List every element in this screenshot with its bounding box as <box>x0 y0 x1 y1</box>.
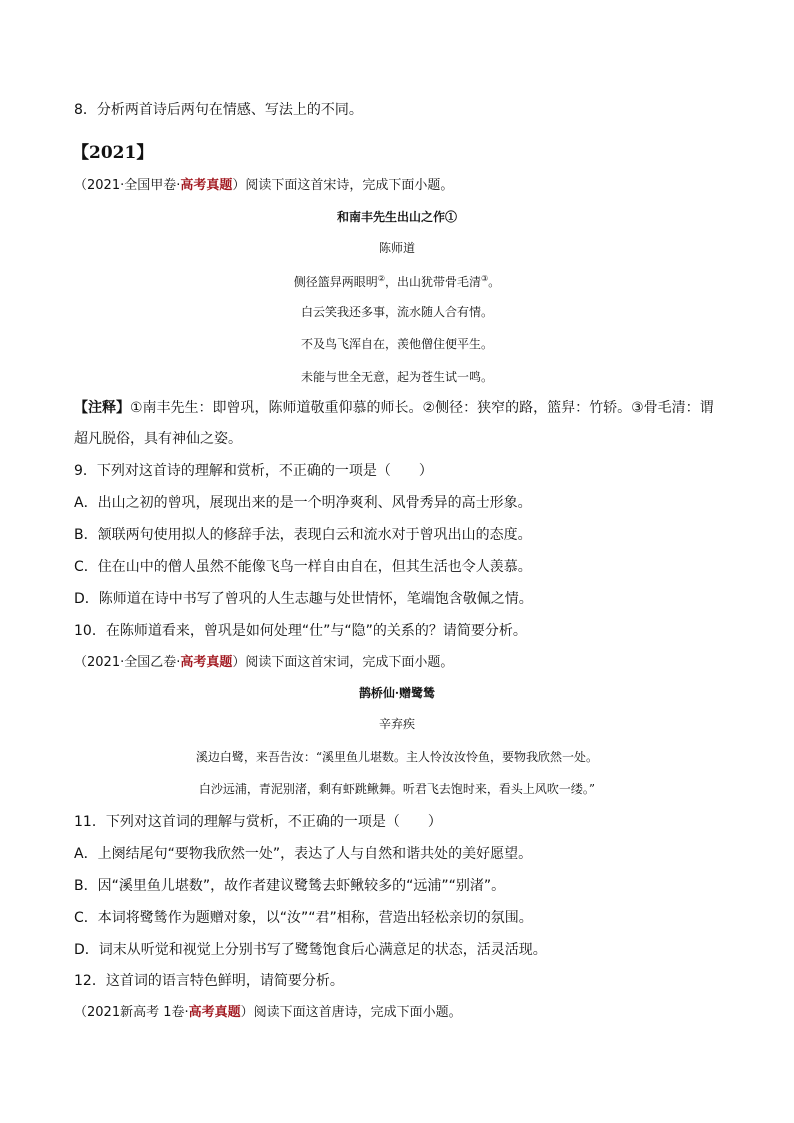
note-1 <box>74 398 714 418</box>
source-prefix: （2021·全国乙卷· <box>74 655 181 670</box>
source-tag: 高考真题 <box>180 655 233 670</box>
question-10: 10．在陈师道看来，曾巩是如何处理“仕”与“隐”的关系的？请简要分析。 <box>74 623 527 639</box>
source-prefix: （2021新高考 1卷· <box>74 1005 189 1020</box>
question-11-option-d: D．词末从听觉和视觉上分别书写了鹭鸶饱食后心满意足的状态，活灵活现。 <box>74 942 547 958</box>
source-tag: 高考真题 <box>188 1005 241 1020</box>
poem2-title: 鹊桥仙·赠鹭鸶 <box>358 686 436 700</box>
source-line-2 <box>74 653 453 673</box>
question-9-option-c: C．住在山中的僧人虽然不能像飞鸟一样自由自在，但其生活也令人羡慕。 <box>74 559 532 575</box>
poem1-title: 和南丰先生出山之作① <box>336 210 457 224</box>
question-11-option-b: B．因“溪里鱼儿堪数”，故作者建议鹭鸶去虾鳅较多的“远浦”“别渚”。 <box>74 878 506 894</box>
source-tag: 高考真题 <box>180 178 233 193</box>
poem2-author: 辛弃疾 <box>378 717 415 731</box>
question-9-stem: 9．下列对这首诗的理解和赏析，不正确的一项是（ ） <box>74 463 433 479</box>
question-12: 12．这首词的语言特色鲜明，请简要分析。 <box>74 973 344 989</box>
source-suffix: ）阅读下面这首唐诗，完成下面小题。 <box>240 1005 462 1020</box>
poem2-line-2: 白沙远浦，青泥别渚，剩有虾跳鳅舞。听君飞去饱时来，看头上风吹一缕。” <box>198 782 596 796</box>
source-line-3 <box>74 1003 462 1023</box>
poem1-line-1-part-a: 侧径篮舁两眼明 <box>293 275 378 289</box>
source-suffix: ）阅读下面这首宋词，完成下面小题。 <box>232 655 454 670</box>
footnote-mark-2: ② <box>377 274 385 283</box>
source-line-1 <box>74 176 453 196</box>
note-text-2: 超凡脱俗，具有神仙之姿。 <box>74 431 242 447</box>
poem1-line-3: 不及鸟飞浑自在，羡他僧住便平生。 <box>300 337 493 351</box>
question-9-option-d: D．陈师道在诗中书写了曾巩的人生志趣与处世情怀，笔端饱含敬佩之情。 <box>74 591 533 607</box>
poem1-line-2: 白云笑我还多事，流水随人合有情。 <box>300 305 493 319</box>
source-prefix: （2021·全国甲卷· <box>74 178 181 193</box>
source-suffix: ）阅读下面这首宋诗，完成下面小题。 <box>232 178 454 193</box>
year-heading: 【2021】 <box>72 143 154 163</box>
question-11-option-a: A．上阕结尾句“要物我欣然一处”，表达了人与自然和谐共处的美好愿望。 <box>74 846 533 862</box>
footnote-mark-3: ③ <box>481 274 489 283</box>
poem1-line-4: 未能与世全无意，起为苍生试一鸣。 <box>300 370 493 384</box>
question-8: 8．分析两首诗后两句在情感、写法上的不同。 <box>74 102 363 118</box>
question-11-option-c: C．本词将鹭鸶作为题赠对象，以“汝”“君”相称，营造出轻松亲切的氛围。 <box>74 910 533 926</box>
question-9-option-a: A．出山之初的曾巩，展现出来的是一个明净爽利、风骨秀异的高士形象。 <box>74 495 532 511</box>
poem2-line-1: 溪边白鹭，来吾告汝：“溪里鱼儿堪数。主人怜汝汝怜鱼，要物我欣然一处。 <box>195 750 599 764</box>
question-11-stem: 11．下列对这首词的理解与赏析，不正确的一项是（ ） <box>74 814 442 830</box>
note-label: 【注释】 <box>74 400 130 416</box>
question-9-option-b: B．颔联两句使用拟人的修辞手法，表现白云和流水对于曾巩出山的态度。 <box>74 527 532 543</box>
poem1-line-1-part-c: 。 <box>488 275 501 289</box>
note-text-1: ①南丰先生：即曾巩，陈师道敬重仰慕的师长。②侧径：狭窄的路，篮舁：竹轿。③骨毛清：谓 <box>130 400 714 416</box>
poem1-line-1-part-b: ，出山犹带骨毛清 <box>384 275 481 289</box>
poem1-author: 陈师道 <box>378 241 415 255</box>
poem1-line-1 <box>0 270 794 291</box>
